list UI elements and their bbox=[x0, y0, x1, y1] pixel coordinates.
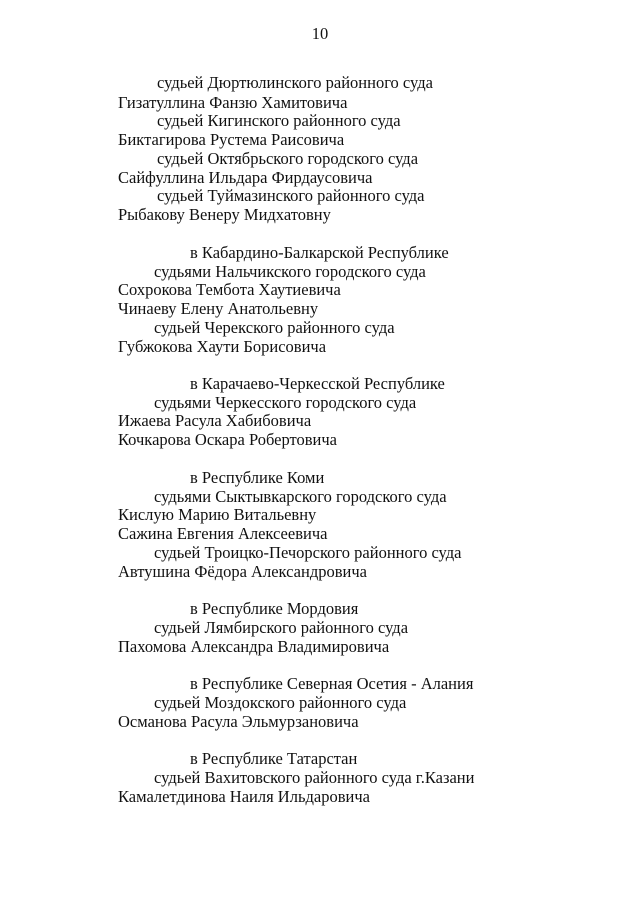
court-line: судьями Сыктывкарского городского суда bbox=[154, 487, 447, 506]
person-line: Камалетдинова Наиля Ильдаровича bbox=[118, 787, 370, 806]
person-line: Пахомова Александра Владимировича bbox=[118, 637, 390, 656]
court-line: судьей Октябрьского городского суда bbox=[157, 149, 419, 168]
court-line: судьей Вахитовского районного суда г.Казани bbox=[154, 768, 475, 787]
court-line: судьей Моздокского районного суда bbox=[154, 693, 407, 712]
person-line: Сажина Евгения Алексеевича bbox=[118, 524, 328, 543]
page-number: 10 bbox=[311, 24, 329, 43]
person-line: Чинаеву Елену Анатольевну bbox=[118, 299, 319, 318]
person-line: Губжокова Хаути Борисовича bbox=[118, 337, 327, 356]
court-line: судьями Черкесского городского суда bbox=[154, 393, 417, 412]
person-line: Гизатуллина Фанзю Хамитовича bbox=[118, 93, 348, 112]
region-heading: в Кабардино-Балкарской Республике bbox=[190, 243, 449, 262]
region-heading: в Республике Мордовия bbox=[190, 599, 359, 618]
court-line: судьей Троицко-Печорского районного суда bbox=[154, 543, 462, 562]
court-line: судьей Лямбирского районного суда bbox=[154, 618, 409, 637]
court-line: судьей Кигинского районного суда bbox=[157, 111, 401, 130]
court-line: судьей Туймазинского районного суда bbox=[157, 186, 425, 205]
person-line: Кислую Марию Витальевну bbox=[118, 505, 317, 524]
person-line: Сайфуллина Ильдара Фирдаусовича bbox=[118, 168, 373, 187]
court-line: судьей Дюртюлинского районного суда bbox=[157, 73, 433, 92]
region-heading: в Республике Северная Осетия - Алания bbox=[190, 674, 474, 693]
person-line: Кочкарова Оскара Робертовича bbox=[118, 430, 337, 449]
region-heading: в Республике Татарстан bbox=[190, 749, 358, 768]
region-heading: в Карачаево-Черкесской Республике bbox=[190, 374, 445, 393]
person-line: Рыбакову Венеру Мидхатовну bbox=[118, 205, 331, 224]
person-line: Ижаева Расула Хабибовича bbox=[118, 411, 312, 430]
region-heading: в Республике Коми bbox=[190, 468, 325, 487]
person-line: Сохрокова Тембота Хаутиевича bbox=[118, 280, 341, 299]
court-line: судьями Нальчикского городского суда bbox=[154, 262, 426, 281]
court-line: судьей Черекского районного суда bbox=[154, 318, 395, 337]
person-line: Османова Расула Эльмурзановича bbox=[118, 712, 359, 731]
person-line: Автушина Фёдора Александровича bbox=[118, 562, 367, 581]
person-line: Биктагирова Рустема Раисовича bbox=[118, 130, 345, 149]
